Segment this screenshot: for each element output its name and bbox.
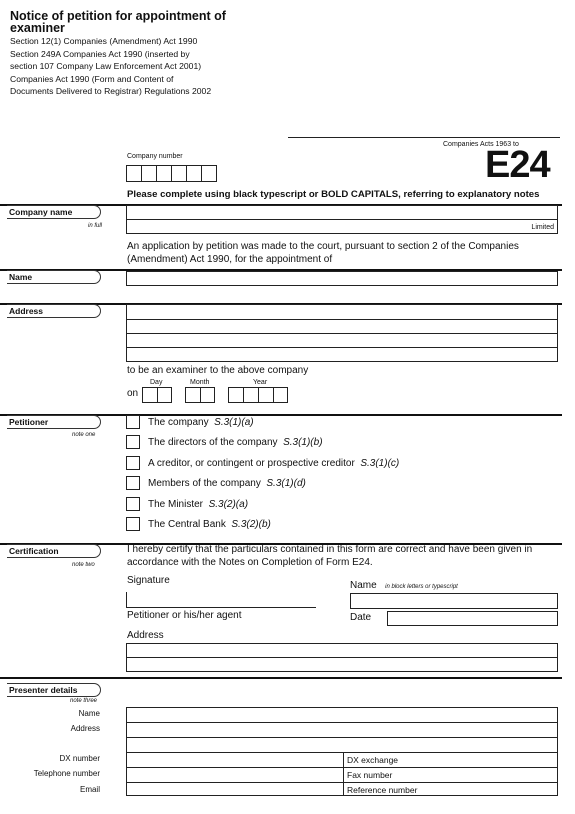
legislation-ref: Section 12(1) Companies (Amendment) Act 1990: [10, 36, 198, 46]
companies-acts-label: Companies Acts 1963 to: [443, 141, 519, 148]
certification-text-1: I hereby certify that the particulars contained in this form are correct and have been given in: [127, 544, 533, 555]
option-label: The company: [148, 417, 209, 428]
option-label: The Minister: [148, 499, 204, 510]
presenter-name-label: Name: [78, 709, 100, 718]
presenter-address-label: Address: [70, 724, 100, 733]
year-label: Year: [253, 379, 268, 386]
option-label: Members of the company: [148, 478, 261, 489]
grid-rule: [127, 782, 557, 783]
field-divider: [127, 319, 557, 320]
company-name-tab: [7, 205, 101, 219]
cert-date-label: Date: [350, 612, 372, 623]
grid-divider: [343, 752, 344, 796]
legislation-ref: Section 249A Companies Act 1990 (inserted by: [10, 48, 190, 59]
legislation-ref: section 107 Company Law Enforcement Act 2001): [10, 61, 202, 71]
email-label: Email: [79, 785, 100, 794]
certification-tab-label: Certification: [9, 546, 59, 556]
presenter-details-grid[interactable]: [126, 707, 558, 796]
option-label: A creditor, or contingent or prospective creditor: [148, 458, 355, 469]
petitioner-note: note one: [72, 432, 96, 438]
company-name-note: in full: [88, 223, 103, 229]
option-ref: S.3(2)(a): [208, 499, 249, 510]
petitioner-members-checkbox[interactable]: [126, 476, 140, 490]
instructions: Please complete using black typescript or BOLD CAPITALS, referring to explanatory notes: [127, 189, 540, 200]
year-field[interactable]: [228, 387, 288, 403]
field-divider: [258, 388, 259, 402]
certification-tab: [7, 544, 101, 558]
company-number-digit[interactable]: [141, 165, 157, 182]
petitioner-option-directors: [148, 437, 323, 448]
examiner-text: to be an examiner to the above company: [127, 365, 309, 376]
petitioner-option-company: [148, 417, 254, 428]
name-tab-label: Name: [9, 272, 33, 282]
application-text-2: (Amendment) Act 1990, for the appointment of: [127, 254, 333, 265]
company-name-tab-label: Company name: [9, 207, 73, 217]
cert-name-label-group: [350, 575, 458, 593]
telephone-label: Telephone number: [33, 769, 100, 778]
cert-address-field[interactable]: [126, 643, 558, 672]
petitioner-option-central-bank: [148, 519, 271, 530]
petitioner-central-bank-checkbox[interactable]: [126, 517, 140, 531]
form-title-line2: examiner: [10, 21, 65, 35]
option-label: The Central Bank: [148, 519, 226, 530]
dx-number-label: DX number: [59, 754, 100, 763]
name-tab: [7, 270, 101, 284]
on-label: on: [127, 388, 139, 399]
cert-name-field[interactable]: [350, 593, 558, 609]
limited-label: Limited: [531, 224, 554, 231]
field-divider: [127, 333, 557, 334]
grid-rule: [127, 737, 557, 738]
examiner-name-field[interactable]: [126, 271, 558, 286]
field-divider: [127, 347, 557, 348]
option-ref: S.3(2)(b): [231, 519, 271, 530]
signature-line[interactable]: [126, 607, 316, 608]
day-label: Day: [150, 379, 163, 386]
presenter-tab-label: Presenter details: [9, 685, 78, 695]
option-ref: S.3(1)(a): [214, 417, 254, 428]
form-code: E24: [485, 144, 550, 186]
option-ref: S.3(1)(b): [283, 437, 323, 448]
company-number-digit[interactable]: [171, 165, 187, 182]
address-tab: [7, 304, 101, 318]
petitioner-company-checkbox[interactable]: [126, 415, 140, 429]
grid-rule: [127, 722, 557, 723]
field-divider: [157, 388, 158, 402]
petitioner-tab: [7, 415, 101, 429]
option-label: The directors of the company: [148, 437, 278, 448]
presenter-note: note three: [70, 698, 98, 704]
company-name-field[interactable]: [126, 205, 558, 234]
field-divider: [243, 388, 244, 402]
petitioner-directors-checkbox[interactable]: [126, 435, 140, 449]
option-ref: S.3(1)(c): [360, 458, 400, 469]
address-tab-label: Address: [9, 306, 44, 316]
petitioner-option-creditor: [148, 458, 399, 469]
fax-label: Fax number: [347, 770, 393, 780]
company-number-digit[interactable]: [186, 165, 202, 182]
examiner-address-field[interactable]: [126, 304, 558, 362]
legislation-ref: Documents Delivered to Registrar) Regulations 2002: [10, 86, 212, 96]
option-ref: S.3(1)(d): [266, 478, 306, 489]
certification-text-2: accordance with the Notes on Completion of Form E24.: [127, 557, 373, 568]
petitioner-agent-label: Petitioner or his/her agent: [127, 610, 242, 621]
company-number-digit[interactable]: [126, 165, 142, 182]
cert-date-field[interactable]: [387, 611, 558, 626]
cert-name-label: Name: [350, 580, 377, 591]
day-field[interactable]: [142, 387, 172, 403]
grid-rule: [127, 767, 557, 768]
petitioner-tab-label: Petitioner: [9, 417, 49, 427]
legislation-references: [10, 35, 211, 98]
field-divider: [127, 657, 557, 658]
field-divider: [200, 388, 201, 402]
petitioner-creditor-checkbox[interactable]: [126, 456, 140, 470]
cert-name-note: in block letters or typescript: [385, 584, 458, 590]
field-divider: [127, 219, 557, 220]
header-rule: [288, 137, 560, 138]
dx-exchange-label: DX exchange: [347, 755, 399, 765]
legislation-ref: Companies Act 1990 (Form and Content of: [10, 73, 174, 84]
petitioner-minister-checkbox[interactable]: [126, 497, 140, 511]
company-number-label: Company number: [127, 153, 183, 160]
petitioner-option-minister: [148, 499, 248, 510]
grid-rule: [127, 752, 557, 753]
section-separator: [0, 677, 562, 679]
form-title-line1: Notice of petition for appointment of: [10, 9, 226, 23]
signature-label: Signature: [127, 575, 170, 586]
month-label: Month: [190, 379, 210, 386]
cert-address-label: Address: [127, 630, 164, 641]
company-number-digit[interactable]: [201, 165, 217, 182]
certification-note: note two: [72, 562, 95, 568]
reference-label: Reference number: [347, 785, 418, 795]
company-number-digit[interactable]: [156, 165, 172, 182]
field-divider: [273, 388, 274, 402]
application-text-1: An application by petition was made to the court, pursuant to section 2 of the Companies: [127, 241, 519, 252]
signature-line-tick: [126, 592, 127, 607]
presenter-tab: [7, 683, 101, 697]
month-field[interactable]: [185, 387, 215, 403]
petitioner-option-members: [148, 478, 306, 489]
